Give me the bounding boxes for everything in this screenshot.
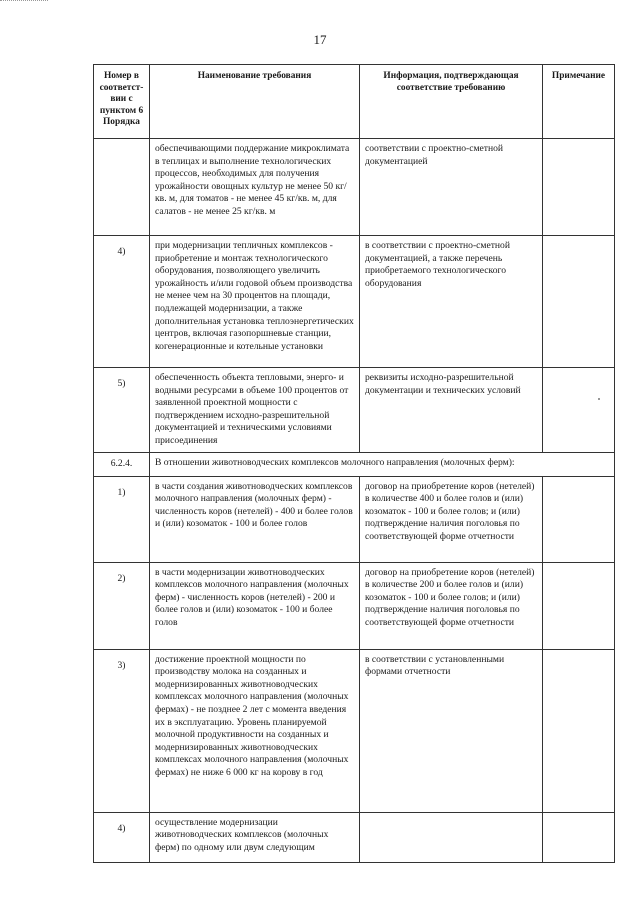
header-confirmation: Информация, подтверждающая соответствие требованию <box>360 65 543 139</box>
row-confirmation: в соответствии с установленными формами отчетности <box>360 649 543 812</box>
row-number: 5) <box>94 368 150 453</box>
row-confirmation: соответствии с проектно-сметной документацией <box>360 139 543 236</box>
row-confirmation: договор на приобретение коров (нетелей) в количестве 200 и более голов и (или) козоматок - 100 и более голов; и (или) подтверждение наличия поголовья по соответствующей форме отчетности <box>360 562 543 649</box>
row-note <box>543 236 615 368</box>
row-confirmation: договор на приобретение коров (нетелей) в количестве 400 и более голов и (или) козоматок - 100 и более голов; и (или) подтверждение наличия поголовья по соответствующей форме отчетности <box>360 476 543 562</box>
header-number: Номер в соответст-вии с пунктом 6 Порядка <box>94 65 150 139</box>
row-confirmation: в соответствии с проектно-сметной документацией, а также перечень приобретаемого технологического оборудования <box>360 236 543 368</box>
row-number: 3) <box>94 649 150 812</box>
section-number: 6.2.4. <box>94 452 150 476</box>
row-requirement: при модернизации тепличных комплексов - приобретение и монтаж технологического оборудования, позволяющего увеличить урожайность и/или годовой объем производства не менее чем на 30 процентов на площади, подлежащей модернизации, а также дополнительная установка теплоэнергетических центров, включая газопоршневые станции, когенерационные и котельные установки <box>150 236 360 368</box>
row-note <box>543 368 615 453</box>
table-row <box>94 812 615 862</box>
table-header-row <box>94 65 615 139</box>
row-note <box>543 476 615 562</box>
row-number: 1) <box>94 476 150 562</box>
row-confirmation: реквизиты исходно-разрешительной документации и технических условий <box>360 368 543 453</box>
requirements-table <box>93 64 615 863</box>
table-row <box>94 562 615 649</box>
header-requirement: Наименование требования <box>150 65 360 139</box>
table-row <box>94 649 615 812</box>
row-requirement: в части модернизации животноводческих комплексов молочного направления (молочных ферм) - численность коров (нетелей) - 200 и более голов и (или) козоматок - 100 и более голов <box>150 562 360 649</box>
row-number: 4) <box>94 812 150 862</box>
row-number: 4) <box>94 236 150 368</box>
row-requirement: осуществление модернизации животноводческих комплексов (молочных ферм) по одному или двум следующим <box>150 812 360 862</box>
row-note <box>543 649 615 812</box>
row-number <box>94 139 150 236</box>
scan-artifact <box>0 0 48 3</box>
table-row <box>94 139 615 236</box>
page-number: 17 <box>313 32 327 47</box>
table-row <box>94 368 615 453</box>
row-requirement: обеспечивающими поддержание микроклимата в теплицах и выполнение технологических процессов, необходимых для получения урожайности овощных культур не менее 50 кг/кв. м, для томатов - не менее 45 кг/кв. м, для салатов - не менее 25 кг/кв. м <box>150 139 360 236</box>
row-note <box>543 562 615 649</box>
table-row <box>94 236 615 368</box>
section-row <box>94 452 615 476</box>
row-requirement: обеспеченность объекта тепловыми, энерго- и водными ресурсами в объеме 100 процентов от заявленной проектной мощности с подтверждением исходно-разрешительной документацией и техническими условиями присоединения <box>150 368 360 453</box>
header-note: Примечание <box>543 65 615 139</box>
row-number: 2) <box>94 562 150 649</box>
row-requirement: в части создания животноводческих комплексов молочного направления (молочных ферм) - численность коров (нетелей) - 400 и более голов и (или) козоматок - 100 и более голов <box>150 476 360 562</box>
row-note <box>543 139 615 236</box>
row-confirmation <box>360 812 543 862</box>
row-note <box>543 812 615 862</box>
row-requirement: достижение проектной мощности по производству молока на созданных и модернизированных животноводческих комплексах молочного направления (молочных фермах) - не позднее 2 лет с момента введения их в эксплуатацию. Уровень планируемой молочной продуктивности на созданных и модернизированных животноводческих комплексах молочного направления (молочных фермах) не ниже 6 000 кг на корову в год <box>150 649 360 812</box>
section-heading: В отношении животноводческих комплексов молочного направления (молочных ферм): <box>150 452 615 476</box>
table-row <box>94 476 615 562</box>
